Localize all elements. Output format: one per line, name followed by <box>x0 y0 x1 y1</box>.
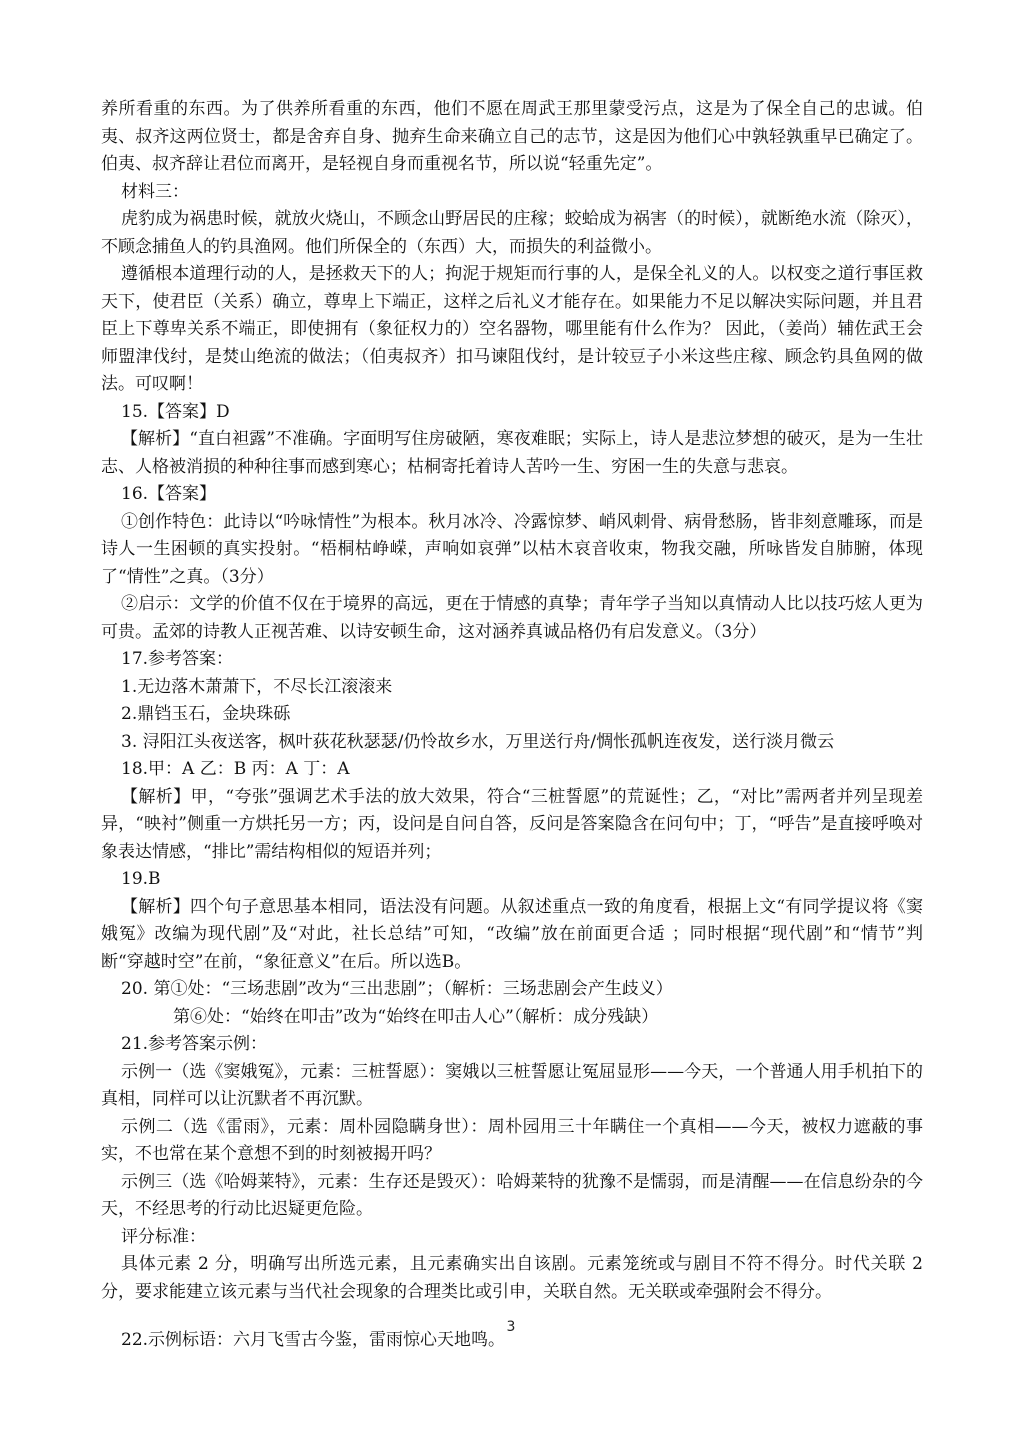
scoring-criteria-text: 具体元素 2 分，明确写出所选元素，且元素确实出自该剧。元素笼统或与剧目不符不得分。时代关联 2分，要求能建立该元素与当代社会现象的合理类比或引申，关联自然。无关联或牵强附会不得分。 <box>101 1254 923 1302</box>
answer-18: 18.甲：A 乙：B 丙：A 丁：A <box>121 759 350 779</box>
answer-15: 15.【答案】D <box>121 401 230 422</box>
scoring-criteria-heading: 评分标准： <box>121 1226 206 1247</box>
answer-21-heading: 21.参考答案示例： <box>121 1034 268 1054</box>
paragraph-tiger-leopard: 虎豹成为祸患时候，就放火烧山，不顾念山野居民的庄稼；蛟蛤成为祸害（的时候），就断绝水流（除灭），不顾念捕鱼人的钓具渔网。他们所保全的（东西）大，而损失的利益微小。 <box>101 209 923 257</box>
answer-16-feature: ①创作特色：此诗以“吟咏情性”为根本。秋月冰冷、冷露惊梦、峭风刺骨、病骨愁肠，皆非刻意雕琢，而是诗人一生困顿的真实投射。“梧桐枯峥嵘，声响如哀弹”以枯木哀音收束，物我交融，所咏皆发自肺腑，体现了“情性”之真。（3分） <box>101 511 923 587</box>
paragraph-follow-principle: 遵循根本道理行动的人，是拯救天下的人；拘泥于规矩而行事的人，是保全礼义的人。以权变之道行事匡救天下，使君臣（关系）确立，尊卑上下端正，这样之后礼义才能存在。如果能力不足以解决实际问题，并且君臣上下尊卑关系不端正，即使拥有（象征权力的）空名器物，哪里能有什么作为？ 因此，（姜尚）辅佐武王会师盟津伐纣，是焚山绝流的做法；（伯夷叔齐）扣马谏阻伐纣，是计较豆子小米这些庄稼、顾念钓具鱼网的做法。可叹啊！ <box>101 264 923 394</box>
analysis-18: 【解析】甲，“夸张”强调艺术手法的放大效果，符合“三桩誓愿”的荒诞性；乙，“对比”需两者并列呈现差异，“映衬”侧重一方烘托另一方；丙，设问是自问自答，反问是答案隐含在问句中；丁，“呼告”是直接呼唤对象表达情感，“排比”需结构相似的短语并列； <box>101 786 923 862</box>
answer-19: 19.B <box>121 869 161 889</box>
answer-21-example-1: 示例一（选《窦娥冤》，元素：三桩誓愿）：窦娥以三桩誓愿让冤屈显形——今天，一个普通人用手机拍下的真相，同样可以让沉默者不再沉默。 <box>101 1061 923 1109</box>
analysis-15: 【解析】“直白袒露”不准确。字面明写住房破陋，寒夜难眠；实际上，诗人是悲泣梦想的破灭，是为一生壮志、人格被消损的种种往事而感到寒心；枯桐寄托着诗人苦吟一生、穷困一生的失意与悲哀。 <box>101 429 923 477</box>
answer-17-item-2: 2.鼎铛玉石，金块珠砾 <box>121 704 291 724</box>
analysis-19: 【解析】四个句子意思基本相同，语法没有问题。从叙述重点一致的角度看，根据上文“有同学提议将《窦娥冤》改编为现代剧”及“对此，社长总结”可知，“改编”放在前面更合适 ；同时根据“现代剧”和“情节”判断“穿越时空”在前，“象征意义”在后。所以选B。 <box>101 896 923 972</box>
answer-22: 22.示例标语：六月飞雪古今鉴，雷雨惊心天地鸣。 <box>121 1330 506 1350</box>
answer-17-heading: 17.参考答案： <box>121 649 234 669</box>
answer-16-insight: ②启示：文学的价值不仅在于境界的高远，更在于情感的真挚；青年学子当知以真情动人比以技巧炫人更为可贵。孟郊的诗教人正视苦难、以诗安顿生命，这对涵养真诚品格仍有启发意义。（3分） <box>101 594 923 642</box>
paragraph-continuation: 养所看重的东西。为了供养所看重的东西，他们不愿在周武王那里蒙受污点，这是为了保全自己的忠诚。伯夷、叔齐这两位贤士，都是舍弃自身、抛弃生命来确立自己的志节，这是因为他们心中孰轻孰重早已确定了。伯夷、叔齐辞让君位而离开，是轻视自身而重视名节，所以说“轻重先定”。 <box>101 99 923 174</box>
answer-20-first: 20. 第①处：“三场悲剧”改为“三出悲剧”；（解析：三场悲剧会产生歧义） <box>121 979 673 999</box>
document-body <box>101 96 923 1355</box>
heading-material-three: 材料三： <box>121 181 189 202</box>
answer-20-second: 第⑥处：“始终在叩击”改为“始终在叩击人心”（解析：成分残缺） <box>173 1006 659 1027</box>
answer-16: 16.【答案】 <box>121 484 217 504</box>
answer-21-example-3: 示例三（选《哈姆莱特》，元素：生存还是毁灭）：哈姆莱特的犹豫不是懦弱，而是清醒——在信息纷杂的今天，不经思考的行动比迟疑更危险。 <box>101 1171 923 1219</box>
page-number: 3 <box>506 1319 516 1335</box>
answer-21-example-2: 示例二（选《雷雨》，元素：周朴园隐瞒身世）：周朴园用三十年瞒住一个真相——今天，被权力遮蔽的事实，不也常在某个意想不到的时刻被揭开吗？ <box>101 1116 923 1164</box>
answer-17-item-1: 1.无边落木萧萧下，不尽长江滚滚来 <box>121 676 393 697</box>
answer-17-item-3: 3. 浔阳江头夜送客，枫叶荻花秋瑟瑟/仍怜故乡水，万里送行舟/惆怅孤帆连夜发，送行淡月微云 <box>121 731 835 752</box>
